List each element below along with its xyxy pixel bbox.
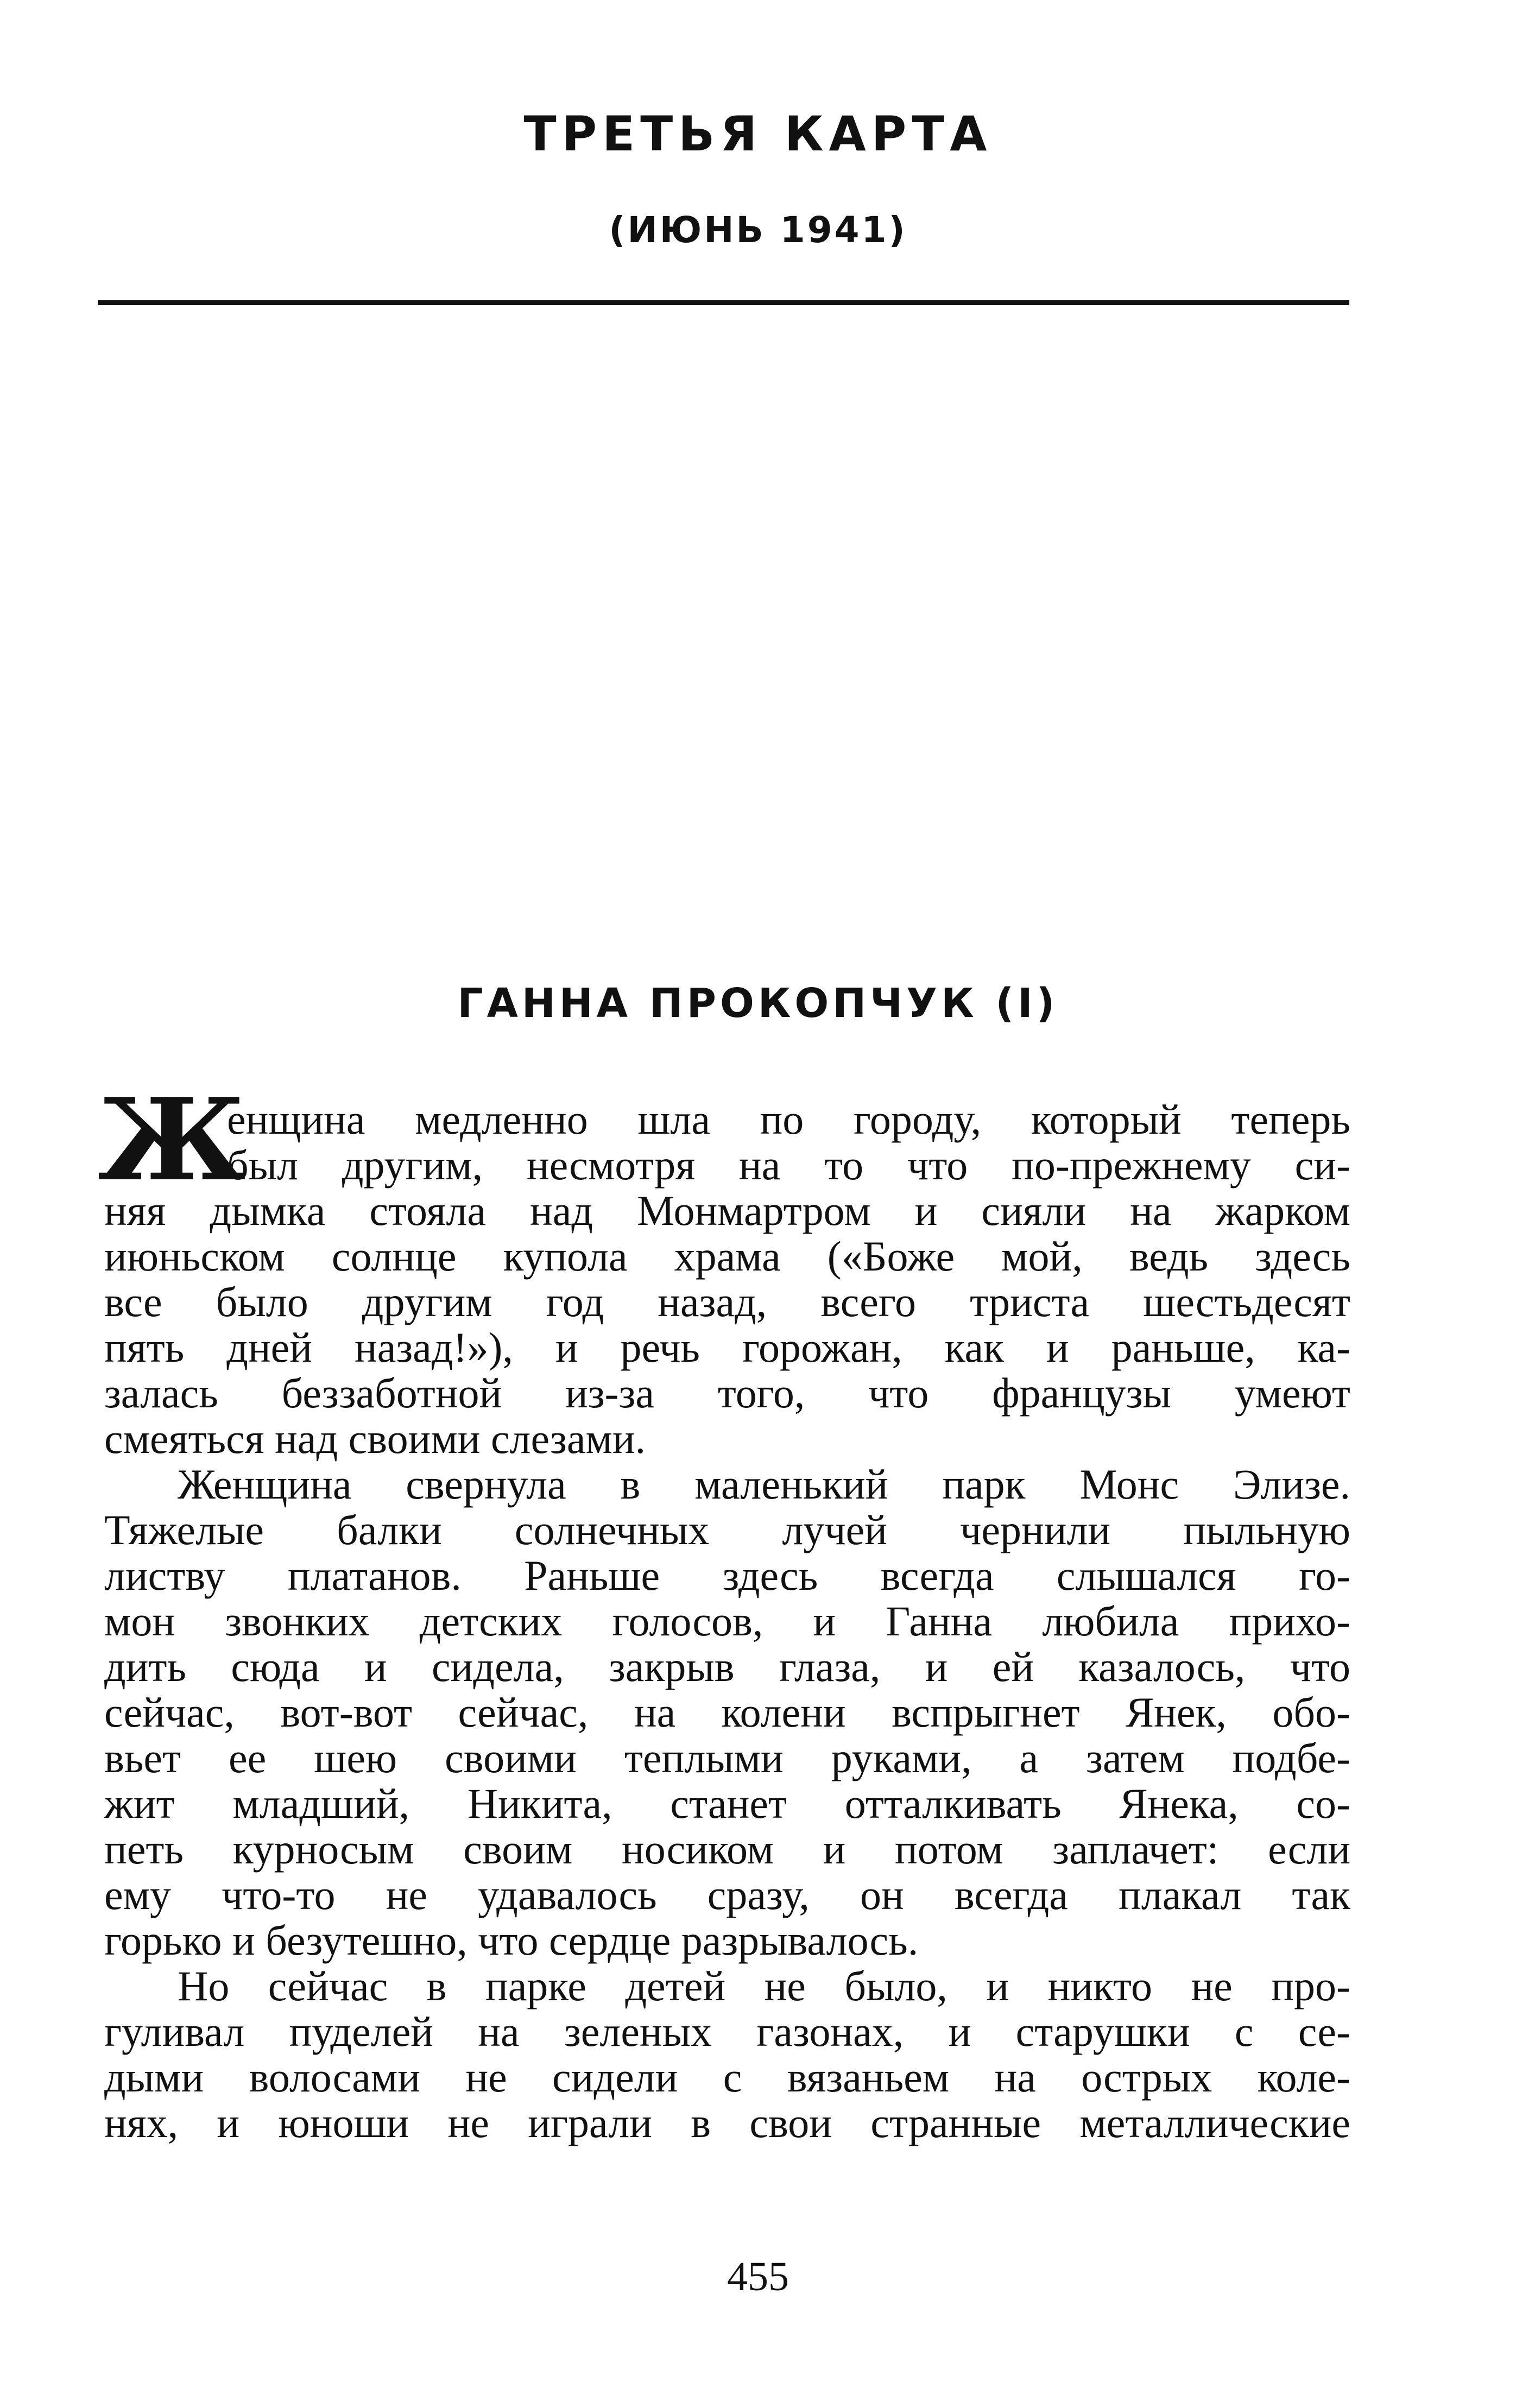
text-line: ему что-то не удавалось сразу, он всегда плакал так: [104, 1871, 1350, 1918]
text-line: сейчас, вот-вот сейчас, на колени вспрыгнет Янек, обо-: [104, 1689, 1350, 1736]
text-line: все было другим год назад, всего триста шестьдесят: [104, 1278, 1350, 1325]
chapter-title: ГАННА ПРОКОПЧУК (I): [457, 980, 1059, 1027]
text-line: енщина медленно шла по городу, который теперь: [227, 1096, 1350, 1143]
page-number: 455: [727, 2254, 789, 2299]
text-line: няя дымка стояла над Монмартром и сияли на жарком: [104, 1187, 1350, 1234]
drop-cap: Ж: [98, 1074, 246, 1206]
text-line: был другим, несмотря на то что по-прежнему си-: [227, 1141, 1350, 1189]
part-title: ТРЕТЬЯ КАРТА: [523, 106, 993, 162]
text-line: петь курносым своим носиком и потом заплачет: если: [104, 1825, 1350, 1873]
text-line: мон звонких детских голосов, и Ганна любила прихо-: [104, 1597, 1350, 1645]
text-line: залась беззаботной из-за того, что французы умеют: [104, 1369, 1350, 1417]
text-line: пять дней назад!»), и речь горожан, как и раньше, ка-: [104, 1324, 1350, 1371]
text-line: горько и безутешно, что сердце разрывалось.: [104, 1917, 919, 1964]
text-line: июньском солнце купола храма («Боже мой, ведь здесь: [104, 1233, 1350, 1280]
text-line: смеяться над своими слезами.: [104, 1415, 646, 1462]
text-line: нях, и юноши не играли в свои странные металлические: [104, 2099, 1350, 2146]
text-line: дить сюда и сидела, закрыв глаза, и ей казалось, что: [104, 1643, 1350, 1690]
part-date: (ИЮНЬ 1941): [609, 209, 907, 251]
text-line: гуливал пуделей на зеленых газонах, и старушки с се-: [104, 2008, 1350, 2055]
text-line: Тяжелые балки солнечных лучей чернили пыльную: [104, 1506, 1350, 1553]
text-line: листву платанов. Раньше здесь всегда слышался го-: [104, 1552, 1350, 1599]
text-line: жит младший, Никита, станет отталкивать Янека, со-: [104, 1780, 1350, 1827]
text-line: Женщина свернула в маленький парк Монс Элизе.: [178, 1461, 1350, 1508]
text-line: вьет ее шею своими теплыми руками, а затем подбе-: [104, 1734, 1350, 1781]
text-line: Но сейчас в парке детей не было, и никто не про-: [178, 1962, 1350, 2009]
title-rule: [98, 300, 1349, 305]
text-line: дыми волосами не сидели с вязаньем на острых коле-: [104, 2053, 1350, 2101]
